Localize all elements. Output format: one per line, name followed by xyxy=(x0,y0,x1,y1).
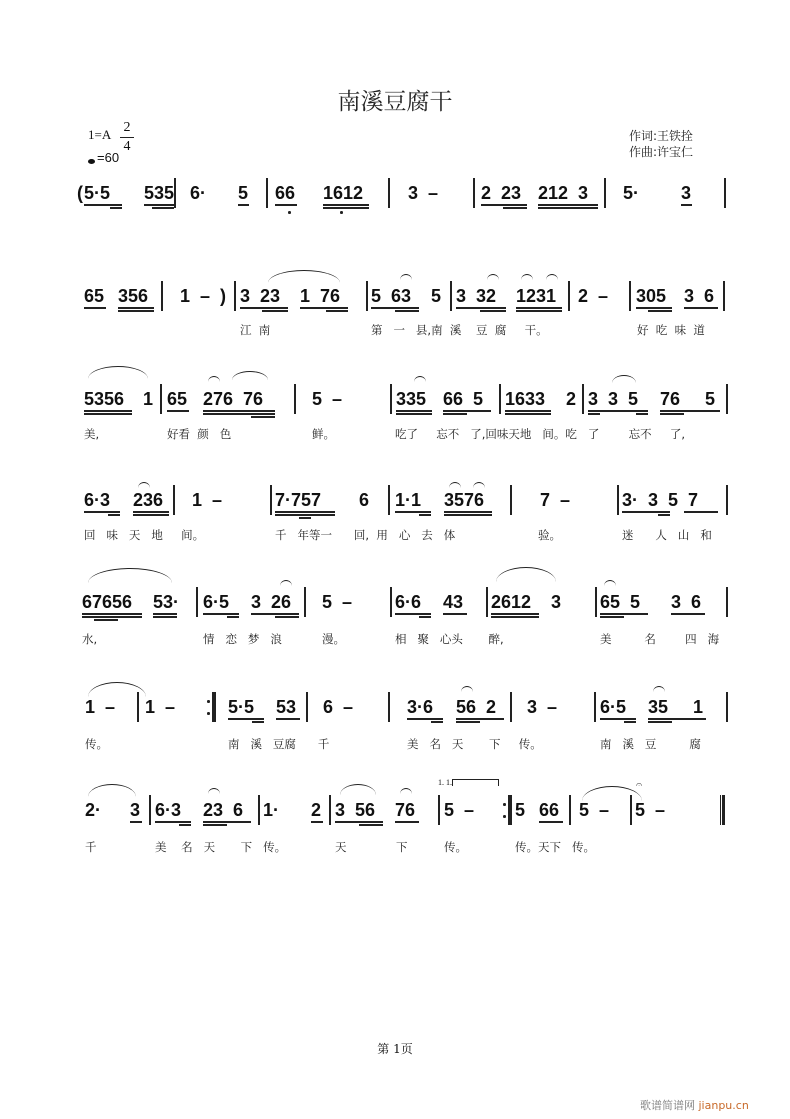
note-group: 6·3 xyxy=(155,800,182,820)
note-group: 5 – xyxy=(579,800,610,820)
song-title: 南溪豆腐干 xyxy=(337,89,453,115)
barline xyxy=(174,178,176,208)
volta-bracket xyxy=(452,779,499,786)
time-signature xyxy=(120,119,134,156)
note-group: 5356 xyxy=(84,389,125,409)
lyric-line: 鲜。 xyxy=(312,427,335,441)
barline xyxy=(724,178,726,208)
barline xyxy=(388,178,390,208)
barline xyxy=(569,795,571,825)
tempo-value: =60 xyxy=(97,150,120,165)
note-group: 2 xyxy=(566,389,577,409)
note-group: 5 xyxy=(238,183,249,203)
time-signature-bottom: 4 xyxy=(120,137,134,156)
page-number: 第 1页 xyxy=(377,1042,413,1056)
note-group: 3 xyxy=(681,183,692,203)
barline xyxy=(366,281,368,311)
note-group: 2 – xyxy=(578,286,609,306)
barline xyxy=(726,384,728,414)
note-group: 3 – xyxy=(408,183,439,203)
barline xyxy=(294,384,296,414)
note-group: 66 xyxy=(539,800,560,820)
watermark-en: jianpu.cn xyxy=(698,1099,749,1112)
note-group: 305 xyxy=(636,286,667,306)
barline xyxy=(258,795,260,825)
note-group: 3 23 xyxy=(240,286,281,306)
note-group: 3576 xyxy=(444,490,485,510)
note-group: 66 xyxy=(275,183,296,203)
note-group: 2612 xyxy=(491,592,532,612)
lyric-line: 美 名 天 下 传。 xyxy=(407,737,542,751)
note-group: 5 63 xyxy=(371,286,412,306)
lyric-line: 验。 xyxy=(538,528,561,542)
barline xyxy=(723,281,725,311)
note-group: 1231 xyxy=(516,286,557,306)
lyric-line: 美 名 天 下 传。 xyxy=(155,840,287,854)
lyric-line: 吃了 忘不 了,回味天地 间。吃 了 忘不 了, xyxy=(395,427,686,441)
barline xyxy=(510,692,512,722)
barline xyxy=(595,587,597,617)
note-group: 3 xyxy=(551,592,562,612)
barline xyxy=(388,692,390,722)
note-group: 535 xyxy=(144,183,175,203)
note-group: 356 xyxy=(118,286,149,306)
lyric-line: 迷 人 山 和 xyxy=(622,528,712,542)
note-group: 3 6 xyxy=(684,286,715,306)
watermark-cn: 歌谱简谱网 xyxy=(640,1099,699,1112)
note-group: 1 – xyxy=(85,697,116,717)
note-group: 212 3 xyxy=(538,183,589,203)
barline xyxy=(390,384,392,414)
watermark xyxy=(640,1097,749,1113)
barline xyxy=(160,384,162,414)
note-group: 53· xyxy=(153,592,180,612)
note-group: 2 xyxy=(311,800,322,820)
note-group: 5 – xyxy=(312,389,343,409)
note-group: 6· xyxy=(190,183,207,203)
note-group: 65 5 xyxy=(600,592,641,612)
lyric-line: 相 聚 心头 醉, xyxy=(395,632,504,646)
note-group: 6·5 xyxy=(203,592,230,612)
note-group: ( xyxy=(77,183,83,203)
barline xyxy=(499,384,501,414)
lyric-line: 美, xyxy=(84,427,100,441)
note-group: 1·1 xyxy=(395,490,422,510)
lyric-line: 传。天下 传。 xyxy=(515,840,595,854)
volta-label: 1. 1. xyxy=(438,778,452,787)
barline xyxy=(234,281,236,311)
barline xyxy=(270,485,272,515)
barline xyxy=(196,587,198,617)
note-group: 76 xyxy=(395,800,416,820)
note-group: 1 76 xyxy=(300,286,341,306)
note-group: 3·6 xyxy=(407,697,434,717)
barline xyxy=(161,281,163,311)
note-group: 76 5 xyxy=(660,389,716,409)
note-group: 3 3 5 xyxy=(588,389,639,409)
lyricist: 作词:王铁拴 xyxy=(629,129,694,143)
barline xyxy=(568,281,570,311)
lyric-line: 美 名 四 海 xyxy=(600,632,720,646)
barline xyxy=(390,587,392,617)
note-group: 6·5 xyxy=(600,697,627,717)
note-group: 5 xyxy=(515,800,526,820)
note-group: 3 32 xyxy=(456,286,497,306)
lyric-line: 下 xyxy=(396,840,408,854)
barline xyxy=(617,485,619,515)
note-group: 2 23 xyxy=(481,183,522,203)
lyric-line: 回 味 天 地 间。 xyxy=(84,528,205,542)
note-group: 1 – xyxy=(192,490,223,510)
barline xyxy=(173,485,175,515)
note-group: 6·6 xyxy=(395,592,422,612)
note-group: 56 2 xyxy=(456,697,497,717)
lyric-line: 南 溪 豆 腐 xyxy=(600,737,701,751)
note-group: 3 6 xyxy=(671,592,702,612)
key-signature: 1=A xyxy=(88,127,112,142)
note-group: 7 – xyxy=(540,490,571,510)
barline xyxy=(450,281,452,311)
barline xyxy=(726,587,728,617)
barline xyxy=(594,692,596,722)
note-group: 5 – xyxy=(635,800,666,820)
note-group: 7·757 xyxy=(275,490,322,510)
note-group: 1633 xyxy=(505,389,546,409)
note-group: 5· xyxy=(623,183,640,203)
barline xyxy=(438,795,440,825)
note-group: 1 – xyxy=(145,697,176,717)
note-group: 1 xyxy=(143,389,154,409)
lyric-line: 漫。 xyxy=(322,632,345,646)
lyric-line: 江 南 xyxy=(240,323,271,337)
fermata-icon: 𝄐 xyxy=(636,779,643,791)
note-group: 3 26 xyxy=(251,592,292,612)
lyric-line: 好 吃 味 道 xyxy=(637,323,705,337)
tempo-marking xyxy=(88,150,119,165)
lyric-line: 天 xyxy=(335,840,347,854)
lyric-line: 传。 xyxy=(444,840,467,854)
barline xyxy=(304,587,306,617)
note-group: 3· 3 5 7 xyxy=(622,490,699,510)
barline xyxy=(266,178,268,208)
note-group: 236 xyxy=(133,490,164,510)
note-group: 1 – ) xyxy=(180,286,227,306)
note-group: 5 – xyxy=(444,800,475,820)
lyric-line: 南 溪 豆腐 千 xyxy=(228,737,330,751)
note-group: 3 – xyxy=(527,697,558,717)
note-group: 66 5 xyxy=(443,389,484,409)
note-group: 6 xyxy=(359,490,370,510)
note-group: 53 xyxy=(276,697,297,717)
barline xyxy=(582,384,584,414)
quarter-note-icon xyxy=(88,159,95,164)
note-group: 67656 xyxy=(82,592,133,612)
note-group: 2· xyxy=(85,800,102,820)
note-group: 1612 xyxy=(323,183,364,203)
note-group: 65 xyxy=(84,286,105,306)
barline xyxy=(726,485,728,515)
credits xyxy=(629,128,693,160)
lyric-line: 情 恋 梦 浪 xyxy=(203,632,282,646)
final-barline xyxy=(720,795,725,825)
note-group: 335 xyxy=(396,389,427,409)
barline xyxy=(510,485,512,515)
note-group: 6 – xyxy=(323,697,354,717)
note-group: 23 6 xyxy=(203,800,244,820)
note-group: 5·5 xyxy=(228,697,255,717)
note-group: 276 76 xyxy=(203,389,264,409)
lyric-line: 第 一 县,南 溪 豆 腐 干。 xyxy=(371,323,548,337)
composer: 作曲:许宝仁 xyxy=(629,145,694,159)
note-group: 5 – xyxy=(322,592,353,612)
lyric-line: 千 年等一 回, 用 心 去 体 xyxy=(275,528,456,542)
lyric-line: 千 xyxy=(85,840,97,854)
note-group: 35 1 xyxy=(648,697,704,717)
barline xyxy=(726,692,728,722)
lyric-line: 传。 xyxy=(85,737,108,751)
barline xyxy=(604,178,606,208)
note-group: 65 xyxy=(167,389,188,409)
note-group: 1· xyxy=(263,800,280,820)
barline xyxy=(388,485,390,515)
time-signature-top: 2 xyxy=(123,120,131,135)
barline xyxy=(306,692,308,722)
repeat-start-barline xyxy=(212,692,216,722)
note-group: 5·5 xyxy=(84,183,111,203)
note-group: 6·3 xyxy=(84,490,111,510)
note-group: 5 xyxy=(431,286,442,306)
lyric-line: 好看 颜 色 xyxy=(167,427,232,441)
barline xyxy=(329,795,331,825)
lyric-line: 水, xyxy=(82,632,98,646)
repeat-end-barline xyxy=(508,795,512,825)
barline xyxy=(486,587,488,617)
note-group: 3 56 xyxy=(335,800,376,820)
barline xyxy=(149,795,151,825)
note-group: 3 xyxy=(130,800,141,820)
barline xyxy=(473,178,475,208)
note-group: 43 xyxy=(443,592,464,612)
barline xyxy=(629,281,631,311)
